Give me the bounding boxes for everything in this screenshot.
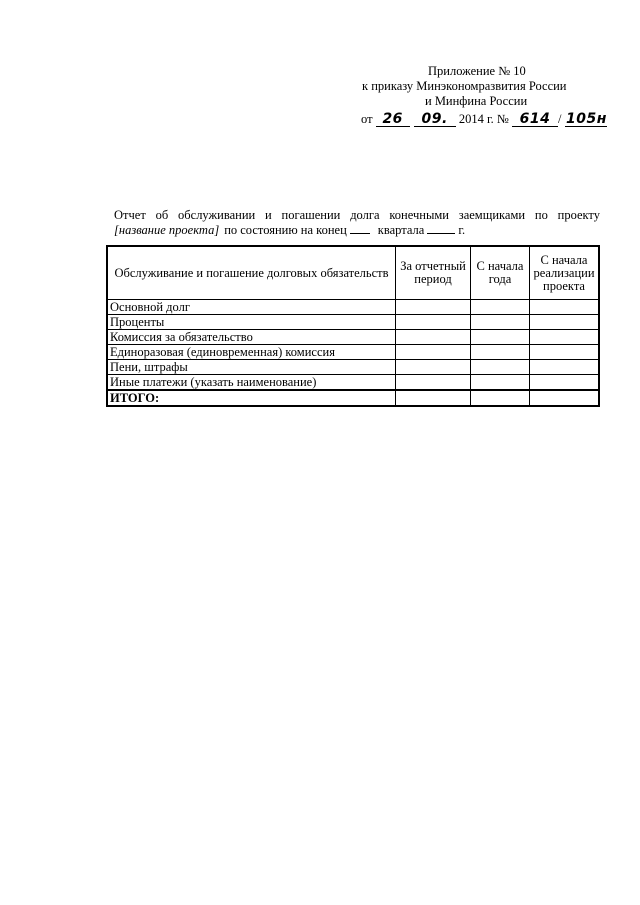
report-title-line: Отчет об обслуживании и погашении долга конечными заемщиками по проекту [114, 208, 600, 222]
debt-service-table [106, 245, 600, 407]
row-label: Иные платежи (указать наименование) [107, 375, 396, 391]
table-cell [530, 390, 600, 406]
table-row [107, 315, 599, 330]
appendix-number: Приложение № 10 [428, 64, 526, 78]
column-header-obligations: Обслуживание и погашение долговых обязательств [107, 246, 396, 300]
year-and-number-label: 2014 г. № [458, 112, 509, 126]
table-cell [396, 330, 471, 345]
table-cell [471, 390, 530, 406]
minfin-reference: и Минфина России [425, 94, 528, 108]
table-cell [471, 375, 530, 391]
table-cell [471, 330, 530, 345]
table-header-row [107, 246, 599, 300]
row-label: Проценты [107, 315, 396, 330]
handwritten-order-number-2: 105н [566, 111, 607, 127]
year-suffix: г. [458, 223, 466, 237]
order-reference: к приказу Минэкономразвития России [362, 79, 567, 93]
table-cell [530, 300, 600, 315]
table-row [107, 375, 599, 391]
table-cell [471, 345, 530, 360]
handwritten-month: 09. [414, 113, 456, 127]
handwritten-day: 26 [376, 113, 410, 127]
quarter-blank [350, 223, 370, 234]
report-subtitle-line [114, 223, 600, 238]
row-label: Пени, штрафы [107, 360, 396, 375]
total-row [107, 390, 599, 406]
date-prefix: от [361, 112, 373, 126]
handwritten-order-number: 614 [512, 113, 558, 127]
state-as-of-label: по состоянию на конец [224, 223, 347, 237]
order-date-line [361, 112, 607, 127]
table-row [107, 360, 599, 375]
table-cell [471, 315, 530, 330]
table-row [107, 300, 599, 315]
column-header-project: С начала реализации проекта [530, 246, 600, 300]
table-cell [396, 345, 471, 360]
row-label: Единоразовая (единовременная) комиссия [107, 345, 396, 360]
table-cell [530, 330, 600, 345]
quarter-label: квартала [377, 223, 425, 237]
row-label: Основной долг [107, 300, 396, 315]
year-blank [427, 223, 455, 234]
table-cell [396, 390, 471, 406]
column-header-year: С начала года [471, 246, 530, 300]
table-cell [471, 300, 530, 315]
table-cell [530, 375, 600, 391]
table-row [107, 330, 599, 345]
table-cell [530, 345, 600, 360]
number-separator: / [557, 112, 562, 126]
report-title [114, 208, 600, 238]
table-cell [396, 360, 471, 375]
project-name-placeholder: [название проекта] [114, 223, 220, 237]
table-row [107, 345, 599, 360]
table-cell [396, 300, 471, 315]
table-cell [530, 360, 600, 375]
table-cell [471, 360, 530, 375]
table-cell [530, 315, 600, 330]
table-cell [396, 375, 471, 391]
row-label: Комиссия за обязательство [107, 330, 396, 345]
total-label: ИТОГО: [107, 390, 396, 406]
table-cell [396, 315, 471, 330]
column-header-period: За отчетный период [396, 246, 471, 300]
